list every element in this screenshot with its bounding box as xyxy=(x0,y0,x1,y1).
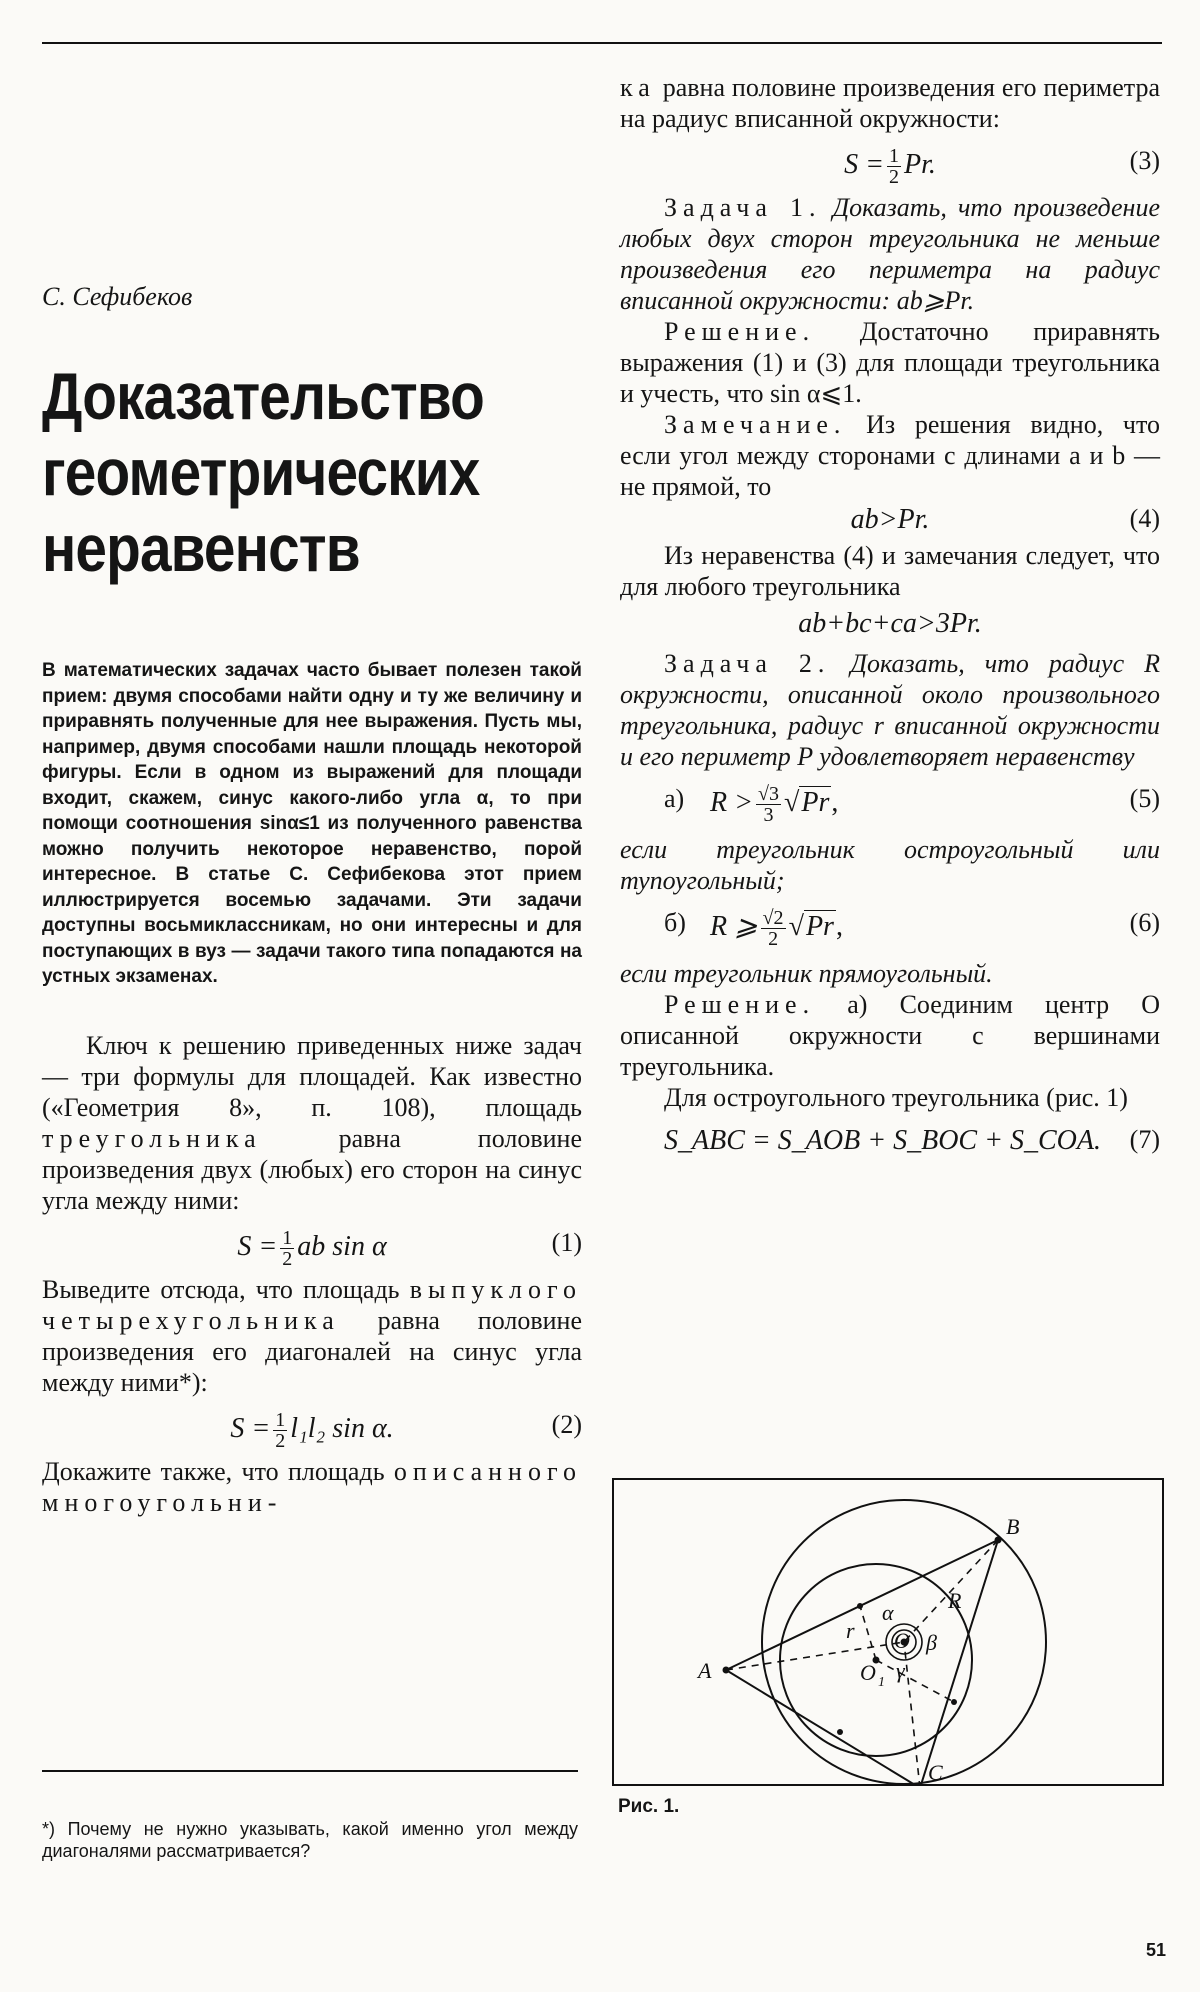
condition-5: если треугольник остроугольный или тупоугольный; xyxy=(620,835,1160,895)
equation-number: (4) xyxy=(1129,504,1160,533)
continued-paragraph: ка равна половине произведения его периметра на радиус вписанной окружности: xyxy=(620,73,1160,133)
segment-inradius xyxy=(860,1606,876,1660)
angle-beta: β xyxy=(926,1630,937,1655)
figure-caption: Рис. 1. xyxy=(618,1796,680,1817)
quadrilateral-paragraph: Выведите отсюда, что площадь выпуклого четырехугольника равна половине произведения его диагоналей на синус угла между ними*): xyxy=(42,1274,582,1397)
segment-i-c xyxy=(876,1660,954,1702)
author-name: С. Сефибеков xyxy=(42,282,193,311)
remark-1: Замечание. Из решения видно, что если угол между сторонами с длинами a и b — не прямой, то xyxy=(620,410,1160,501)
equation-number: (7) xyxy=(1129,1125,1160,1154)
left-column xyxy=(42,270,582,1518)
formula-3: S = $\frac{1}{2}$ Pr. (3) xyxy=(844,145,1160,188)
footnote-rule xyxy=(42,1770,578,1772)
abstract: В математических задачах часто бывает полезен такой прием: двумя способами найти одну и ту же величину и приравнять полученные для нее выражения. Пусть мы, например, двумя способами нашли площадь некоторой фигуры. Если в одном из выражений для площади входит, скажем, синус какого-либо угла α, то при помощи соотношения sinα≤1 из полученного равенства можно получить некоторое неравенство, порой интересное. В статье С. Сефибекова этот прием иллюстрируется восемью задачами. Эти задачи доступны восьмиклассникам, но они интересны и для поступающих в вуз — задачи такого типа попадаются на устных экзаменах. xyxy=(42,660,582,987)
formula-6: б) R ⩾ $\frac{√2}{2}$ √Pr, (6) xyxy=(664,907,1160,950)
right-column xyxy=(620,72,1160,1171)
triangle-diagram xyxy=(614,1480,1162,1784)
page-number: 51 xyxy=(1145,1940,1166,1960)
formula-sum: ab+bc+ca>3Pr. xyxy=(798,608,982,639)
acute-case-paragraph: Для остроугольного треугольника (рис. 1) xyxy=(664,1083,1128,1112)
article-title: Доказательство геометрических неравенств xyxy=(42,359,484,585)
radius-label-big-r: R xyxy=(948,1588,962,1613)
vertex-label-a: A xyxy=(698,1658,712,1683)
intro-paragraph: Ключ к решению приведенных ниже задач — три формулы для площадей. Как известно («Геометрия 8», п. 108), площадь треугольника равна половине произведения двух (любых) его сторон на синус угла между ними: xyxy=(42,1030,582,1215)
equation-number: (6) xyxy=(1129,908,1160,937)
segment-oa xyxy=(726,1642,904,1670)
solution-1: Решение. Достаточно приравнять выражения (1) и (3) для площади треугольника и учесть, что sin α⩽1. xyxy=(620,317,1160,408)
footnote: *) Почему не нужно указывать, какой именно угол между диагоналями рассматривается? xyxy=(42,1819,578,1861)
equation-number: (5) xyxy=(1129,784,1160,813)
segment-oc xyxy=(904,1642,920,1784)
angle-alpha: α xyxy=(882,1600,894,1625)
equation-number: (1) xyxy=(551,1227,582,1257)
problem-2: Задача 2. Доказать, что радиус R окружности, описанной около произвольного треугольника, радиус r вписанной окружности и его периметр P удовлетворяет неравенству xyxy=(620,649,1160,771)
formula-1: S = $\frac{1}{2}$ ab sin α (1) xyxy=(237,1226,582,1270)
problem-1: Задача 1. Доказать, что произведение любых двух сторон треугольника не меньше произведения его периметра на радиус вписанной окружности: ab⩾Pr. xyxy=(620,193,1160,315)
top-rule xyxy=(42,42,1162,44)
consequence-paragraph: Из неравенства (4) и замечания следует, что для любого треугольника xyxy=(620,541,1160,601)
vertex-label-b: B xyxy=(1006,1514,1020,1539)
formula-7: S_ABC = S_AOB + S_BOC + S_COA. (7) xyxy=(664,1125,1160,1156)
figure-1 xyxy=(612,1478,1164,1786)
equation-number: (3) xyxy=(1129,146,1160,175)
fraction-half: $\frac{1}{2}$ xyxy=(282,1226,293,1270)
angle-gamma: γ xyxy=(896,1658,905,1683)
equation-number: (2) xyxy=(551,1409,582,1439)
radius-label-small-r: r xyxy=(846,1618,855,1643)
center-label-o: O xyxy=(894,1628,910,1653)
solution-2: Решение. а) Соединим центр O описанной окружности с вершинами треугольника. xyxy=(620,990,1160,1081)
condition-6: если треугольник прямоугольный. xyxy=(620,959,993,988)
formula-2: S = $\frac{1}{2}$ l₁l₂ sin α. (2) xyxy=(230,1408,582,1452)
formula-4: ab>Pr. (4) xyxy=(850,504,1160,535)
polygon-paragraph: Докажите также, что площадь описанного многоугольни- xyxy=(42,1456,582,1517)
vertex-label-c: C xyxy=(928,1760,943,1784)
fraction-half: $\frac{1}{2}$ xyxy=(889,145,899,188)
incenter-label: O xyxy=(860,1660,876,1685)
fraction-half: $\frac{1}{2}$ xyxy=(275,1408,286,1452)
incenter-subscript: 1 xyxy=(878,1675,885,1690)
formula-5: а) R > $\frac{√3}{3}$ √Pr, (5) xyxy=(664,783,1160,826)
